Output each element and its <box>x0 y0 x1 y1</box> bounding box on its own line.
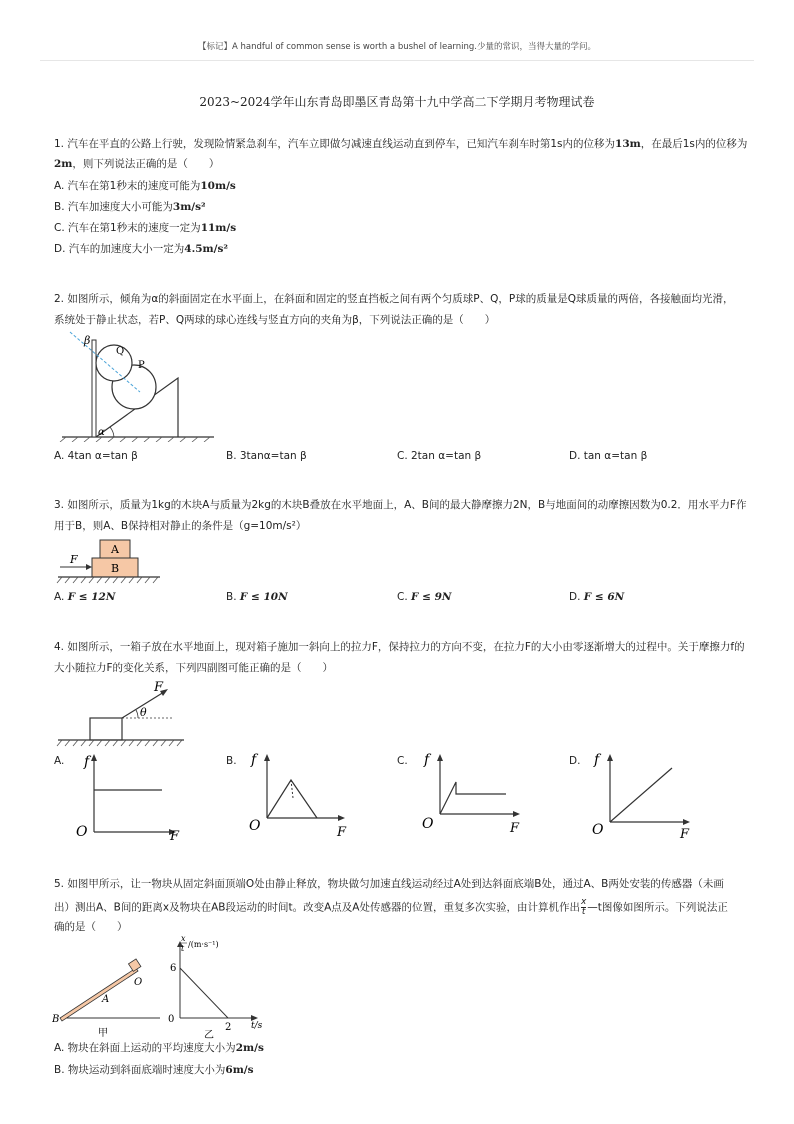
q1-stem-text-2: ，在最后1s内的位移为 <box>640 138 748 150</box>
q4-option-b-label[interactable]: B. <box>226 755 237 767</box>
q5-fig-left-caption: 甲 <box>98 1028 108 1038</box>
q1-value-last-second: 2m <box>54 158 73 170</box>
q5-y-frac-den: t <box>181 944 185 953</box>
q4-option-c-label[interactable]: C. <box>397 755 408 767</box>
q2-alpha-label: α <box>98 427 105 438</box>
q3-option-c[interactable] <box>397 590 451 604</box>
q5-x-unit: t/s <box>251 1021 263 1031</box>
q4-option-a-label[interactable]: A. <box>54 755 65 767</box>
q3-stem-line1: 3. 如图所示，质量为1kg的木块A与质量为2kg的木块B叠放在水平地面上，A、B间的最大静摩擦力2N，B与地面间的动摩擦因数为0.2．用水平力F作 <box>54 499 747 511</box>
q5-y-unit: /(m·s⁻¹) <box>188 940 219 949</box>
q5-point-o-label: O <box>134 977 143 988</box>
q5-option-a[interactable] <box>54 1041 264 1055</box>
q5-stem-text: 出）测出A、B间的距离x及物块在AB段运动的时间t。改变A点及A处传感器的位置，重复多次实验，由计算机作出 <box>54 901 580 914</box>
q4-graph-b-origin: O <box>249 818 261 834</box>
q2-option-d[interactable]: D. tan α=tan β <box>569 450 648 462</box>
q1-option-a-text: A. 汽车在第1秒末的速度可能为 <box>54 180 201 192</box>
q5-fraction-num: x <box>580 897 587 907</box>
q2-ball-p-label: P <box>138 360 145 371</box>
q4-graph-d[interactable] <box>590 748 700 840</box>
q5-stem-line3: 确的是（ ） <box>54 921 128 933</box>
q2-option-b[interactable]: B. 3tanα=tan β <box>226 450 307 462</box>
q5-fraction <box>581 898 586 917</box>
q5-point-b-label: B <box>52 1014 60 1025</box>
q5-origin-label: 0 <box>168 1014 175 1025</box>
q1-stem-text-3: ，则下列说法正确的是（ ） <box>72 158 220 170</box>
header-note: 【标记】A handful of common sense is worth a bushel of learning.少量的常识，当得大量的学问。 <box>198 42 596 52</box>
q2-option-a[interactable]: A. 4tan α=tan β <box>54 450 138 462</box>
q4-graph-c-y-label: f <box>424 752 430 768</box>
q4-graph-c-origin: O <box>422 816 434 832</box>
q1-stem-line1 <box>54 137 747 151</box>
q5-incline-figure <box>52 952 164 1038</box>
q4-box-figure <box>54 678 189 748</box>
page-title: 2023~2024学年山东青岛即墨区青岛第十九中学高二下学期月考物理试卷 <box>199 95 595 109</box>
q4-graph-c-x-label: F <box>510 821 520 836</box>
q4-stem-line1: 4. 如图所示，一箱子放在水平地面上，现对箱子施加一斜向上的拉力F，保持拉力的方向不变，在拉力F的大小由零逐渐增大的过程中。关于摩擦力f的 <box>54 641 745 653</box>
q5-y-frac-num: x <box>181 934 186 943</box>
q1-stem-line2 <box>54 157 219 171</box>
q1-option-c[interactable] <box>54 221 236 235</box>
q5-fig-right-caption: 乙 <box>204 1030 214 1040</box>
q2-beta-label: β <box>84 334 91 347</box>
q5-option-b-value: 6m/s <box>225 1064 254 1076</box>
q4-graph-a-x-label: F <box>170 829 180 840</box>
q2-stem-line2: 系统处于静止状态，若P、Q两球的球心连线与竖直方向的夹角为β，下列说法正确的是（ ） <box>54 314 496 326</box>
q5-point-a-label: A <box>102 994 110 1005</box>
q4-graph-b[interactable] <box>245 748 355 840</box>
q4-graph-a[interactable] <box>70 748 180 840</box>
q3-option-a-value: F ≤ 12N <box>67 591 116 603</box>
q3-force-label: F <box>70 553 78 566</box>
q4-graph-a-origin: O <box>76 824 88 840</box>
q2-ball-q-label: Q <box>116 346 125 357</box>
q4-graph-a-y-label: f <box>84 754 90 770</box>
q2-incline-figure <box>54 330 224 442</box>
q1-option-b-value: 3m/s² <box>172 201 206 213</box>
q1-option-d[interactable] <box>54 242 228 256</box>
q1-option-d-value: 4.5m/s² <box>184 243 228 255</box>
q4-graph-b-y-label: f <box>251 752 257 768</box>
q4-graph-d-y-label: f <box>594 752 600 768</box>
q5-option-b-text: B. 物块运动到斜面底端时速度大小为 <box>54 1064 226 1076</box>
q3-option-d[interactable] <box>569 590 624 604</box>
q3-option-b-label: B. <box>226 591 237 603</box>
q3-option-c-value: F ≤ 9N <box>411 591 452 603</box>
q1-option-b[interactable] <box>54 200 206 214</box>
q3-option-c-label: C. <box>397 591 408 603</box>
q3-option-a-label: A. <box>54 591 65 603</box>
q5-stem-text-2: —t图像如图所示。下列说法正 <box>587 901 728 914</box>
q5-stem-line1: 5. 如图甲所示，让一物块从固定斜面顶端O处由静止释放，物块做匀加速直线运动经过A处到达斜面底端B处，通过A、B两处安装的传感器（未画 <box>54 878 724 890</box>
q1-value-first-second: 13m <box>615 138 641 150</box>
q3-option-d-label: D. <box>569 591 581 603</box>
q1-option-c-text: C. 汽车在第1秒末的速度一定为 <box>54 222 201 234</box>
q5-option-a-text: A. 物块在斜面上运动的平均速度大小为 <box>54 1042 236 1054</box>
q4-graph-d-x-label: F <box>680 827 690 840</box>
q2-option-c[interactable]: C. 2tan α=tan β <box>397 450 482 462</box>
q4-graph-c[interactable] <box>418 748 528 840</box>
q4-option-d-label[interactable]: D. <box>569 755 581 767</box>
q3-option-d-value: F ≤ 6N <box>583 591 625 603</box>
q4-graph-d-origin: O <box>592 822 604 838</box>
q1-option-d-text: D. 汽车的加速度大小一定为 <box>54 243 185 255</box>
q2-stem-line1: 2. 如图所示，倾角为α的斜面固定在水平面上，在斜面和固定的竖直挡板之间有两个匀质球P、Q，P球的质量是Q球质量的两倍，各接触面均光滑， <box>54 293 734 305</box>
q3-option-a[interactable] <box>54 590 115 604</box>
q5-y-tick-6: 6 <box>170 963 177 974</box>
q5-x-tick-2: 2 <box>225 1022 232 1033</box>
q1-option-a[interactable] <box>54 179 236 193</box>
q3-block-a-label: A <box>111 543 119 556</box>
header-divider <box>40 60 754 61</box>
q1-option-a-value: 10m/s <box>200 180 236 192</box>
q3-block-b-label: B <box>111 562 120 575</box>
q5-fraction-den: t <box>581 907 586 917</box>
q4-graph-b-x-label: F <box>337 825 347 840</box>
q3-stem-line2: 用于B，则A、B保持相对静止的条件是（g=10m/s²） <box>54 520 307 532</box>
q4-stem-line2: 大小随拉力F的变化关系，下列四副图可能正确的是（ ） <box>54 662 334 674</box>
q1-option-c-value: 11m/s <box>200 222 237 234</box>
q5-stem-line2 <box>54 898 728 917</box>
q4-theta-label: θ <box>140 706 147 719</box>
q1-option-b-text: B. 汽车加速度大小可能为 <box>54 201 173 213</box>
q5-option-b[interactable] <box>54 1063 254 1077</box>
q3-blocks-figure <box>54 536 164 586</box>
q3-option-b-value: F ≤ 10N <box>239 591 288 603</box>
q3-option-b[interactable] <box>226 590 288 604</box>
q5-option-a-value: 2m/s <box>235 1042 264 1054</box>
q4-force-label: F <box>154 680 164 695</box>
q1-stem-text: 1. 汽车在平直的公路上行驶，发现险情紧急刹车，汽车立即做匀减速直线运动直到停车，已知汽车刹车时第1s内的位移为 <box>54 138 616 150</box>
q5-xt-graph <box>166 934 276 1040</box>
